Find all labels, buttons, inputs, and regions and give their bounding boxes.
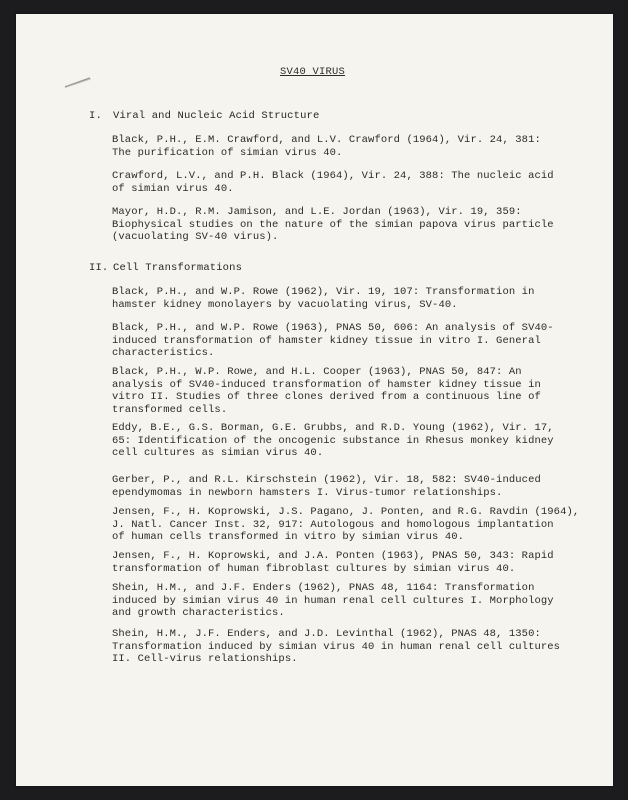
citation-line: Jensen, F., H. Koprowski, and J.A. Ponten (1963), PNAS 50, 343: Rapid xyxy=(112,550,554,562)
section-title: Cell Transformations xyxy=(113,262,243,274)
citation-line: Black, P.H., and W.P. Rowe (1963), PNAS 50, 606: An analysis of SV40- xyxy=(112,322,554,334)
citation-line: induced transformation of hamster kidney tissue in vitro I. General xyxy=(112,334,541,347)
citation-entry xyxy=(112,506,580,544)
citation-line: analysis of SV40-induced transformation of hamster kidney tissue in xyxy=(112,378,541,391)
citation-line: (vacuolating SV-40 virus). xyxy=(112,231,279,243)
page-title: SV40 VIRUS xyxy=(280,66,346,78)
citation-line: transformation of human fibroblast cultures by simian virus 40. xyxy=(112,562,516,575)
citation-line: Biophysical studies on the nature of the simian papova virus particle xyxy=(112,218,554,231)
paperclip-icon xyxy=(64,76,92,88)
citation-line: cell cultures as simian virus 40. xyxy=(112,447,324,459)
citation-line: Transformation induced by simian virus 40 in human renal cell cultures xyxy=(112,640,561,653)
citation-line: hamster kidney monolayers by vacuolating virus, SV-40. xyxy=(112,298,458,311)
citation-entry xyxy=(112,582,554,620)
citation-line: Eddy, B.E., G.S. Borman, G.E. Grubbs, and R.D. Young (1962), Vir. 17, xyxy=(112,422,554,434)
citation-line: Gerber, P., and R.L. Kirschstein (1962), Vir. 18, 582: SV40-induced xyxy=(112,474,541,486)
citation-line: and growth characteristics. xyxy=(112,607,285,619)
citation-entry xyxy=(112,422,554,460)
document-page xyxy=(16,14,613,786)
citation-entry xyxy=(112,206,554,244)
citation-line: transformed cells. xyxy=(112,403,228,416)
citation-entry xyxy=(112,170,554,195)
citation-line: Shein, H.M., and J.F. Enders (1962), PNAS 48, 1164: Transformation xyxy=(112,582,535,594)
citation-line: ependymomas in newborn hamsters I. Virus-tumor relationships. xyxy=(112,486,503,499)
section-number: II. xyxy=(89,262,109,274)
citation-line: II. Cell-virus relationships. xyxy=(112,653,298,665)
citation-line: vitro II. Studies of three clones derived from a continuous line of xyxy=(112,391,541,403)
citation-line: Mayor, H.D., R.M. Jamison, and L.E. Jordan (1963), Vir. 19, 359: xyxy=(112,206,522,218)
citation-line: Black, P.H., W.P. Rowe, and H.L. Cooper (1963), PNAS 50, 847: An xyxy=(112,366,522,378)
section-title: Viral and Nucleic Acid Structure xyxy=(113,110,320,122)
citation-line: Black, P.H., and W.P. Rowe (1962), Vir. 19, 107: Transformation in xyxy=(112,286,535,298)
section-heading-2 xyxy=(89,262,242,274)
citation-entry xyxy=(112,286,542,311)
citation-entry xyxy=(112,134,542,159)
section-number: I. xyxy=(89,110,102,122)
citation-line: Jensen, F., H. Koprowski, J.S. Pagano, J. Ponten, and R.G. Ravdin (1964), xyxy=(112,506,580,518)
citation-line: induced by simian virus 40 in human renal cell cultures I. Morphology xyxy=(112,594,554,607)
citation-line: of human cells transformed in vitro by simian virus 40. xyxy=(112,531,465,543)
citation-line: Crawford, L.V., and P.H. Black (1964), Vir. 24, 388: The nucleic acid xyxy=(112,170,554,182)
citation-line: Black, P.H., E.M. Crawford, and L.V. Crawford (1964), Vir. 24, 381: xyxy=(112,134,541,146)
citation-line: characteristics. xyxy=(112,347,215,359)
citation-line: The purification of simian virus 40. xyxy=(112,146,343,159)
citation-line: Shein, H.M., J.F. Enders, and J.D. Levinthal (1962), PNAS 48, 1350: xyxy=(112,628,541,640)
citation-entry xyxy=(112,550,554,575)
citation-line: of simian virus 40. xyxy=(112,182,234,195)
citation-entry xyxy=(112,322,554,360)
citation-entry xyxy=(112,366,542,416)
citation-entry xyxy=(112,628,561,666)
citation-line: J. Natl. Cancer Inst. 32, 917: Autologous and homologous implantation xyxy=(112,518,554,531)
citation-entry xyxy=(112,474,542,499)
citation-line: 65: Identification of the oncogenic substance in Rhesus monkey kidney xyxy=(112,434,554,447)
section-heading-1 xyxy=(89,110,319,122)
